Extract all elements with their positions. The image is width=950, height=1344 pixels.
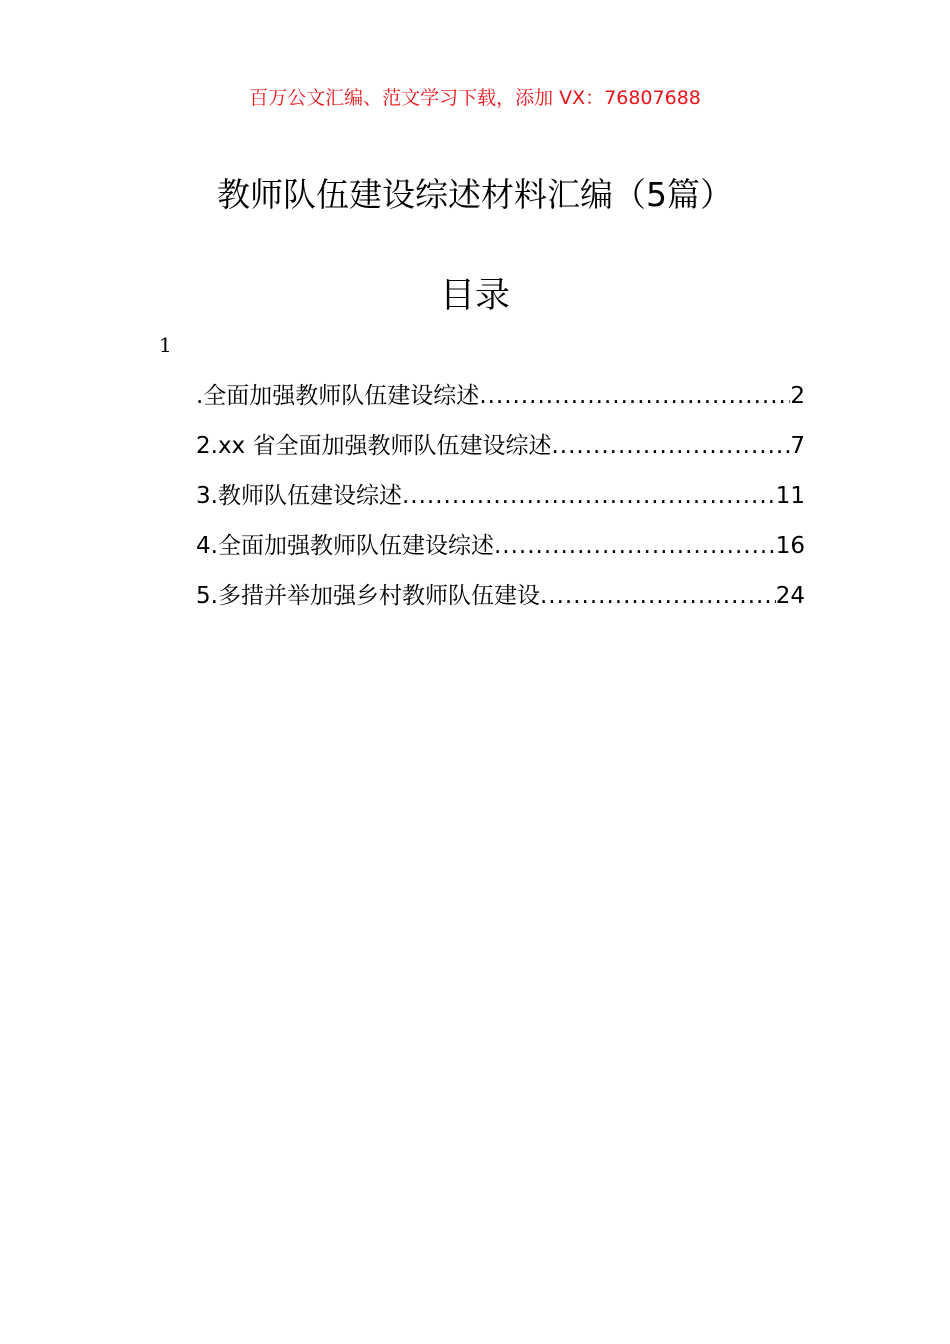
toc-entry-title: 4.全面加强教师队伍建设综述: [196, 533, 494, 559]
toc-entry-page: 2: [790, 383, 805, 409]
page-number-marker: 1: [159, 333, 172, 357]
toc-entry-page: 7: [790, 433, 805, 459]
toc-entry[interactable]: [196, 378, 805, 428]
toc-entry-page: 16: [775, 533, 805, 559]
toc-dot-leader: [540, 578, 776, 614]
toc-heading: 目录: [439, 276, 510, 316]
toc-entry-page: 11: [775, 483, 805, 509]
toc-entry[interactable]: [196, 578, 805, 628]
header-notice: 百万公文汇编、范文学习下载，添加 VX：76807688: [249, 87, 701, 109]
document-title: 教师队伍建设综述材料汇编（5篇）: [217, 175, 733, 214]
toc-entry-title: 3.教师队伍建设综述: [196, 483, 402, 509]
table-of-contents: [196, 378, 805, 628]
toc-entry-title: 2.xx 省全面加强教师队伍建设综述: [196, 433, 552, 459]
toc-entry[interactable]: [196, 478, 805, 528]
toc-dot-leader: [494, 528, 776, 564]
toc-dot-leader: [402, 478, 776, 514]
toc-entry-title: 5.多措并举加强乡村教师队伍建设: [196, 583, 540, 609]
toc-entry-title: .全面加强教师队伍建设综述: [196, 383, 480, 409]
toc-entry[interactable]: [196, 428, 805, 478]
toc-entry[interactable]: [196, 528, 805, 578]
toc-entry-page: 24: [775, 583, 805, 609]
toc-dot-leader: [479, 378, 790, 414]
toc-dot-leader: [551, 428, 790, 464]
